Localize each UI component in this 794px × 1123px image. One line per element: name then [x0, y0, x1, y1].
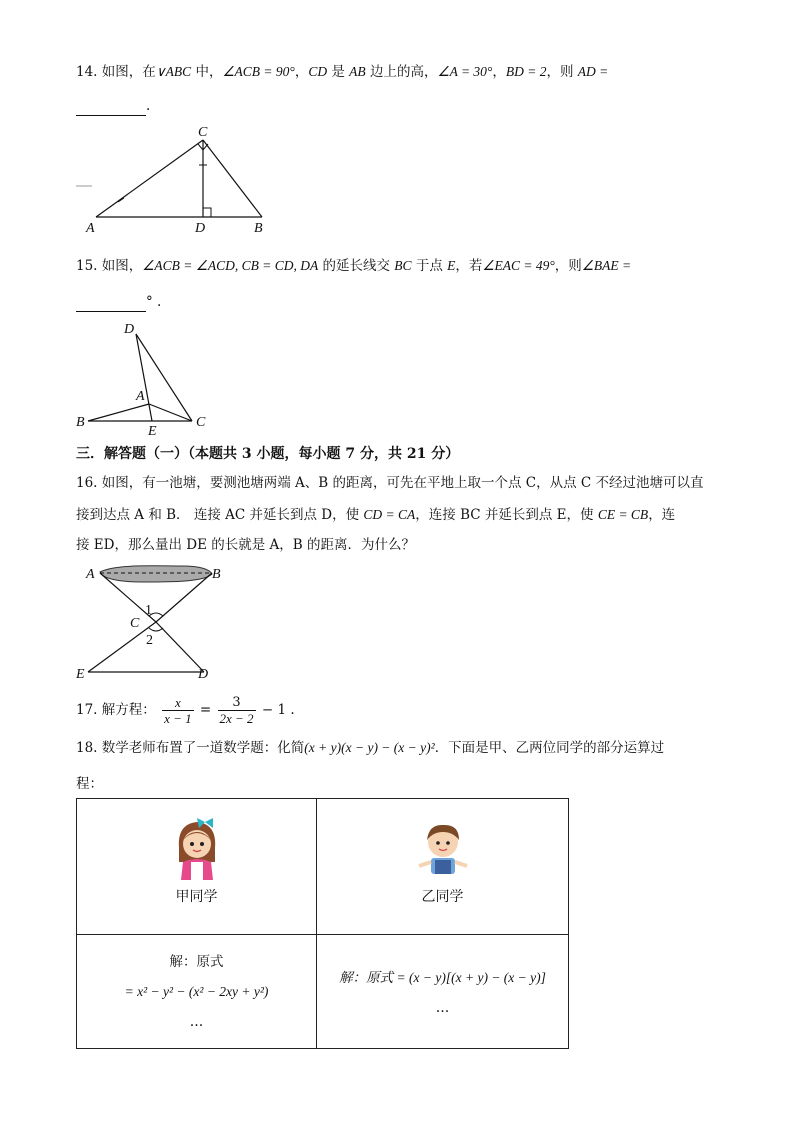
q16-label-b: B — [212, 567, 221, 582]
q16-label-e: E — [76, 667, 85, 682]
q16-label-d: D — [198, 667, 209, 682]
student1-solution — [77, 935, 317, 1049]
sol1-line2: = x² − y² − (x² − 2xy + y²) — [124, 983, 269, 999]
q15-label-e: E — [148, 424, 157, 438]
q14-label-d: D — [195, 221, 206, 236]
q14-label-b: B — [254, 221, 263, 236]
student2-name: 乙同学 — [421, 888, 464, 905]
q15-figure — [72, 318, 222, 438]
q16-line1: 16. 如图，有一池塘，要测池塘两端 A、B 的距离，可先在平地上取一个点 C，从点 C 不经过池塘可以直 — [76, 475, 704, 491]
sol2-line1: 解：原式 = (x − y)[(x + y) − (x − y)] — [339, 969, 546, 985]
q16-figure — [72, 560, 232, 685]
student2-cell — [317, 799, 569, 935]
q16-line3: 接 ED，那么量出 DE 的长就是 A，B 的距离．为什么？ — [76, 537, 415, 553]
q16-angle-1: 1 — [145, 603, 152, 618]
q14-answer-blank: . — [76, 96, 150, 116]
q14-label-c: C — [198, 125, 208, 140]
q16-label-a: A — [86, 567, 95, 582]
q15-label-a: A — [136, 389, 145, 404]
q14-text: 14. 如图，在∨ABC 中，∠ACB = 90°，CD 是 AB 边上的高，∠A = 30°，BD = 2，则 AD = — [76, 64, 609, 80]
student2-solution — [317, 935, 569, 1049]
q18-line2: 程： — [76, 776, 103, 792]
q18-line1: 18. 数学老师布置了一道数学题：化简(x + y)(x − y) − (x − y)²．下面是甲、乙两位同学的部分运算过 — [76, 740, 665, 756]
q15-answer-blank: ° . — [76, 292, 161, 312]
q16-label-c: C — [130, 616, 140, 631]
sol1-line1: 解：原式 — [169, 953, 224, 970]
sol1-line3: … — [189, 1013, 204, 1030]
q18-solution-table — [76, 798, 569, 1049]
q16-angle-2: 2 — [146, 633, 153, 648]
student1-cell — [77, 799, 317, 935]
q17-fraction-2: $\frac{3}{2x - 2}$ — [219, 695, 254, 726]
q14-label-a: A — [86, 221, 95, 236]
q16-line2: 接到达点 A 和 B． 连接 AC 并延长到点 D，使 CD = CA，连接 BC 并延长到点 E，使 CE = CB，连 — [76, 507, 676, 523]
q14-figure — [72, 120, 282, 240]
q15-label-d: D — [124, 322, 135, 337]
q17-fraction-1: $\frac{x}{x - 1}$ — [164, 695, 192, 726]
q15-text: 15. 如图，∠ACB = ∠ACD, CB = CD, DA 的延长线交 BC 于点 E，若∠EAC = 49°，则∠BAE = — [76, 258, 632, 274]
q15-label-b: B — [76, 415, 85, 430]
student1-name: 甲同学 — [175, 888, 218, 905]
sol2-line2: … — [435, 999, 450, 1016]
q17-equation: 17. 解方程： $\frac{x}{x - 1}$ = $\frac{3}{2x - 2}$ − 1 . — [76, 695, 295, 726]
q15-label-c: C — [196, 415, 206, 430]
boy-avatar-icon — [413, 820, 473, 880]
girl-avatar-icon — [169, 818, 225, 880]
section3-heading: 三．解答题（一）（本题共 3 小题，每小题 7 分，共 21 分） — [76, 446, 460, 462]
